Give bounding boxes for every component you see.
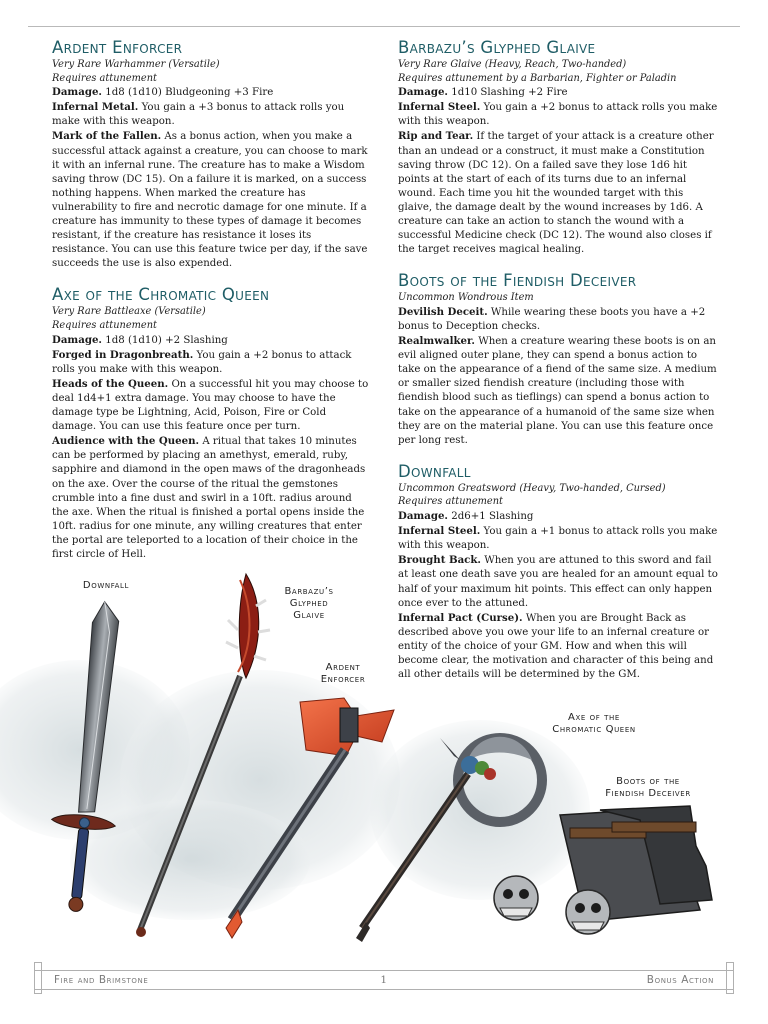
caption-line: Boots of the bbox=[616, 776, 680, 787]
feature-text: As a bonus action, when you make a successful attack against a creature, you can choose to mark it with an infernal rune. The creature has to make a Wisdom saving throw (DC 15). On a failure it is marked, on a success nothing happens. When marked the creature has vulnerability to fire and necrotic damage for one minute. If a creature has immunity to these types of damage it becomes resistant, if the creature has resistance it loses its resistance. You can use this feature twice per day, if the save succeeds the use is also expended. bbox=[52, 131, 368, 270]
weapons-illustration bbox=[0, 560, 768, 960]
feature-label: Mark of the Fallen. bbox=[52, 130, 162, 143]
feature-text: 1d8 (1d10) +2 Slashing bbox=[105, 334, 228, 346]
item-feature bbox=[52, 348, 370, 377]
item-type: Very Rare Glaive (Heavy, Reach, Two-handed) bbox=[398, 59, 627, 70]
feature-text: 1d10 Slashing +2 Fire bbox=[451, 87, 568, 99]
item-barbazus-glyphed-glaive bbox=[398, 38, 718, 257]
feature-text: A ritual that takes 10 minutes can be performed by placing an amethyst, emerald, ruby, sapphire and diamond in the open maws of the dragonheads on the axe. Over the course of the ritual the gemstones crumble into a fine dust and swirl in a 10ft. radius around the axe. When the ritual is finished a portal opens inside the 10ft. radius for one minute, any willing creatures that enter the portal are teleported to a location of their choice in the first circle of Hell. bbox=[52, 436, 366, 560]
feature-label: Damage. bbox=[52, 333, 102, 346]
feature-text: You gain a +1 bonus to attack rolls you make with this weapon. bbox=[398, 526, 718, 552]
item-title: Axe of the Chromatic Queen bbox=[52, 285, 270, 305]
feature-label: Damage. bbox=[52, 86, 102, 99]
caption-boots bbox=[592, 776, 704, 800]
item-type: Uncommon Wondrous Item bbox=[398, 292, 534, 304]
caption-chromatic-queen bbox=[536, 712, 652, 736]
caption-line: Glyphed bbox=[289, 598, 329, 609]
top-rule bbox=[28, 26, 740, 27]
feature-text: While wearing these boots you have a +2 bonus to Deception checks. bbox=[398, 306, 706, 332]
item-damage bbox=[52, 333, 370, 348]
item-ardent-enforcer bbox=[52, 38, 370, 271]
page-number: 1 bbox=[380, 974, 388, 986]
item-damage bbox=[398, 85, 718, 100]
item-type: Very Rare Warhammer (Versatile) bbox=[52, 59, 220, 70]
feature-text: 1d8 (1d10) Bludgeoning +3 Fire bbox=[105, 87, 274, 99]
feature-label: Rip and Tear. bbox=[398, 130, 474, 143]
feature-text: When you are Brought Back as described above you owe your life to an infernal creature or entity of the choice of your GM. How and when this will become clear, the motivation and character of this being and all other details will be determined by the GM. bbox=[398, 612, 714, 681]
feature-label: Devilish Deceit. bbox=[398, 305, 488, 318]
item-damage bbox=[398, 509, 718, 524]
illustration-svg bbox=[0, 560, 768, 960]
feature-text: When you are attuned to this sword and fail at least one death save you are healed for an amount equal to half of your maximum hit points. This effect can only happen once ever to the attuned. bbox=[398, 555, 718, 609]
item-attunement: Requires attunement bbox=[52, 72, 157, 84]
item-feature bbox=[398, 100, 718, 129]
item-damage bbox=[52, 85, 370, 100]
caption-line: Ardent bbox=[325, 662, 361, 673]
feature-label: Audience with the Queen. bbox=[52, 435, 200, 448]
feature-label: Forged in Dragonbreath. bbox=[52, 348, 194, 361]
item-feature bbox=[52, 100, 370, 129]
item-feature bbox=[52, 377, 370, 434]
item-feature bbox=[398, 305, 718, 334]
feature-text: If the target of your attack is a creature other than an undead or a construct, it must make a Constitution saving throw (DC 12). On a failed save they lose 1d6 hit points at the start of each of its turns due to an infernal wound. Each time you hit the wounded target with this glaive, the damage dealt by the wound increases by 1d6. A creature can take an action to stanch the wound with a successful Medicine check (DC 12). The wound also closes if the target receives magical healing. bbox=[398, 131, 714, 256]
caption-line: Chromatic Queen bbox=[552, 724, 636, 735]
item-feature bbox=[398, 334, 718, 448]
item-title: Boots of the Fiendish Deceiver bbox=[398, 271, 637, 291]
item-feature bbox=[52, 129, 370, 271]
feature-label: Infernal Steel. bbox=[398, 525, 481, 538]
item-attunement: Requires attunement bbox=[398, 496, 503, 508]
feature-text: You gain a +2 bonus to attack rolls you make with this weapon. bbox=[398, 102, 718, 128]
feature-label: Infernal Steel. bbox=[398, 101, 481, 114]
item-type: Very Rare Battleaxe (Versatile) bbox=[52, 306, 206, 318]
feature-label: Brought Back. bbox=[398, 554, 481, 567]
item-type: Uncommon Greatsword (Heavy, Two-handed, Cursed) bbox=[398, 482, 666, 494]
caption-ardent-enforcer bbox=[306, 662, 380, 686]
feature-label: Damage. bbox=[398, 86, 448, 99]
item-axe-chromatic-queen bbox=[52, 285, 370, 562]
item-attunement: Requires attunement by a Barbarian, Fighter or Paladin bbox=[398, 72, 677, 84]
item-title: Ardent Enforcer bbox=[52, 38, 183, 57]
page-footer bbox=[34, 962, 734, 994]
footer-right-text: Bonus Action bbox=[646, 974, 714, 986]
feature-label: Infernal Metal. bbox=[52, 101, 139, 114]
caption-downfall bbox=[74, 580, 138, 592]
caption-line: Barbazu’s bbox=[284, 586, 334, 597]
caption-line: Downfall bbox=[82, 580, 130, 591]
feature-label: Realmwalker. bbox=[398, 335, 475, 348]
feature-label: Damage. bbox=[398, 510, 448, 523]
feature-text: 2d6+1 Slashing bbox=[451, 511, 534, 523]
caption-glaive bbox=[270, 586, 348, 622]
left-column bbox=[52, 38, 370, 576]
item-feature bbox=[398, 129, 718, 257]
item-attunement: Requires attunement bbox=[52, 320, 157, 331]
item-boots-fiendish-deceiver bbox=[398, 271, 718, 448]
feature-text: You gain a +3 bonus to attack rolls you make with this weapon. bbox=[52, 102, 345, 128]
item-feature bbox=[52, 434, 370, 562]
item-title: Barbazu’s Glyphed Glaive bbox=[398, 38, 596, 57]
feature-text: You gain a +2 bonus to attack rolls you make with this weapon. bbox=[52, 349, 352, 375]
feature-text: On a successful hit you may choose to deal 1d4+1 extra damage. You may choose to have the damage type be Lightning, Acid, Poison, Fire or Cold damage. You can use this feature once per turn. bbox=[52, 378, 369, 433]
feature-label: Heads of the Queen. bbox=[52, 377, 169, 390]
caption-line: Axe of the bbox=[568, 712, 620, 723]
caption-line: Glaive bbox=[293, 610, 325, 621]
item-feature bbox=[398, 524, 718, 553]
feature-label: Infernal Pact (Curse). bbox=[398, 611, 523, 624]
footer-left-text: Fire and Brimstone bbox=[54, 974, 149, 986]
caption-line: Enforcer bbox=[320, 674, 366, 685]
caption-line: Fiendish Deceiver bbox=[605, 788, 691, 799]
item-title: Downfall bbox=[398, 461, 471, 481]
feature-text: When a creature wearing these boots is on an evil aligned outer plane, they can spend a bonus action to take on the appearance of a fiend of the same size. A medium or smaller sized fiendish creature (including those with fiendish blood such as tieflings) can spend a bonus action to take on the appearance of a humanoid of the same size when they are on the material plane. You can use this feature once per long rest. bbox=[398, 336, 717, 446]
